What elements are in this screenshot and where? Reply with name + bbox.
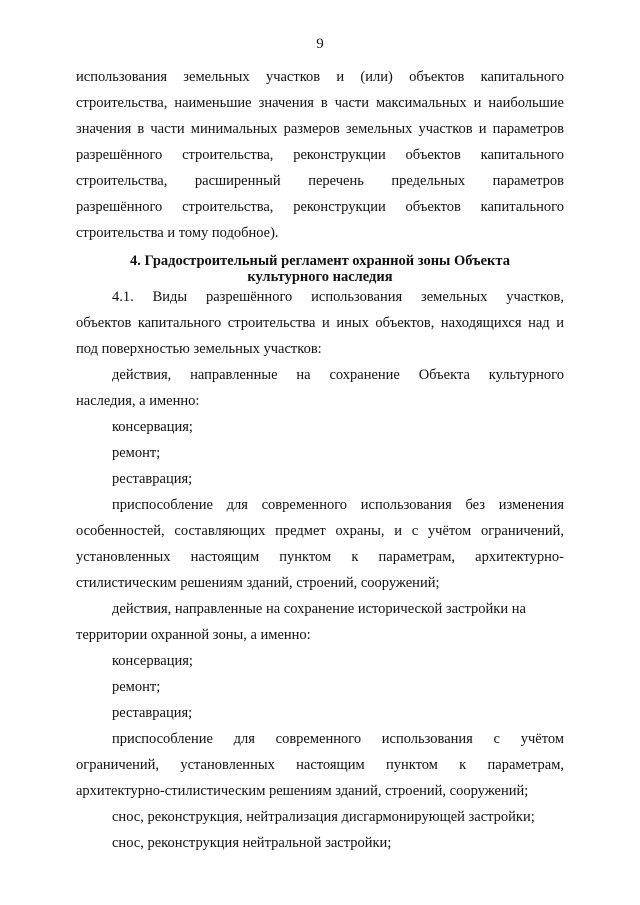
page-number: 9 — [316, 36, 324, 52]
paragraph-line: действия, направленные на сохранение Объекта культурного — [112, 367, 564, 383]
section-heading-line: культурного наследия — [247, 269, 393, 285]
paragraph-line: ремонт; — [112, 679, 161, 695]
paragraph-line: ремонт; — [112, 445, 161, 461]
paragraph-line: приспособление для современного использования без изменения — [112, 497, 564, 513]
paragraph-line: под поверхностью земельных участков: — [76, 341, 322, 357]
paragraph-line: консервация; — [112, 419, 193, 435]
section-heading-line: 4. Градостроительный регламент охранной зоны Объекта — [130, 253, 510, 269]
paragraph-line: реставрация; — [112, 705, 193, 721]
paragraph-line: значения в части минимальных размеров земельных участков и параметров — [76, 121, 564, 137]
paragraph-line: строительства, расширенный перечень предельных параметров — [76, 173, 564, 189]
paragraph-line: стилистическим решениям зданий, строений, сооружений; — [76, 575, 440, 591]
paragraph-line: консервация; — [112, 653, 193, 669]
paragraph-line: строительства, наименьшие значения в части максимальных и наибольшие — [76, 95, 564, 111]
paragraph-line: снос, реконструкция нейтральной застройки; — [112, 835, 392, 851]
paragraph-line: 4.1. Виды разрешённого использования земельных участков, — [112, 289, 564, 305]
paragraph-line: реставрация; — [112, 471, 193, 487]
paragraph-line: особенностей, составляющих предмет охраны, и с учётом ограничений, — [76, 523, 564, 539]
paragraph-line: наследия, а именно: — [76, 393, 200, 409]
paragraph-line: разрешённого строительства, реконструкции объектов капитального — [76, 147, 564, 163]
paragraph-line: действия, направленные на сохранение исторической застройки на — [112, 601, 526, 617]
paragraph-line: строительства и тому подобное). — [76, 225, 279, 241]
paragraph-line: разрешённого строительства, реконструкции объектов капитального — [76, 199, 564, 215]
paragraph-line: объектов капитального строительства и иных объектов, находящихся над и — [76, 315, 564, 331]
paragraph-line: приспособление для современного использования с учётом — [112, 731, 564, 747]
paragraph-line: использования земельных участков и (или) объектов капитального — [76, 69, 564, 85]
paragraph-line: снос, реконструкция, нейтрализация дисгармонирующей застройки; — [112, 809, 535, 825]
paragraph-line: архитектурно-стилистическим решениям зданий, строений, сооружений; — [76, 783, 529, 799]
paragraph-line: установленных настоящим пунктом к параметрам, архитектурно- — [76, 549, 564, 565]
paragraph-line: территории охранной зоны, а именно: — [76, 627, 311, 643]
paragraph-line: ограничений, установленных настоящим пунктом к параметрам, — [76, 757, 564, 773]
